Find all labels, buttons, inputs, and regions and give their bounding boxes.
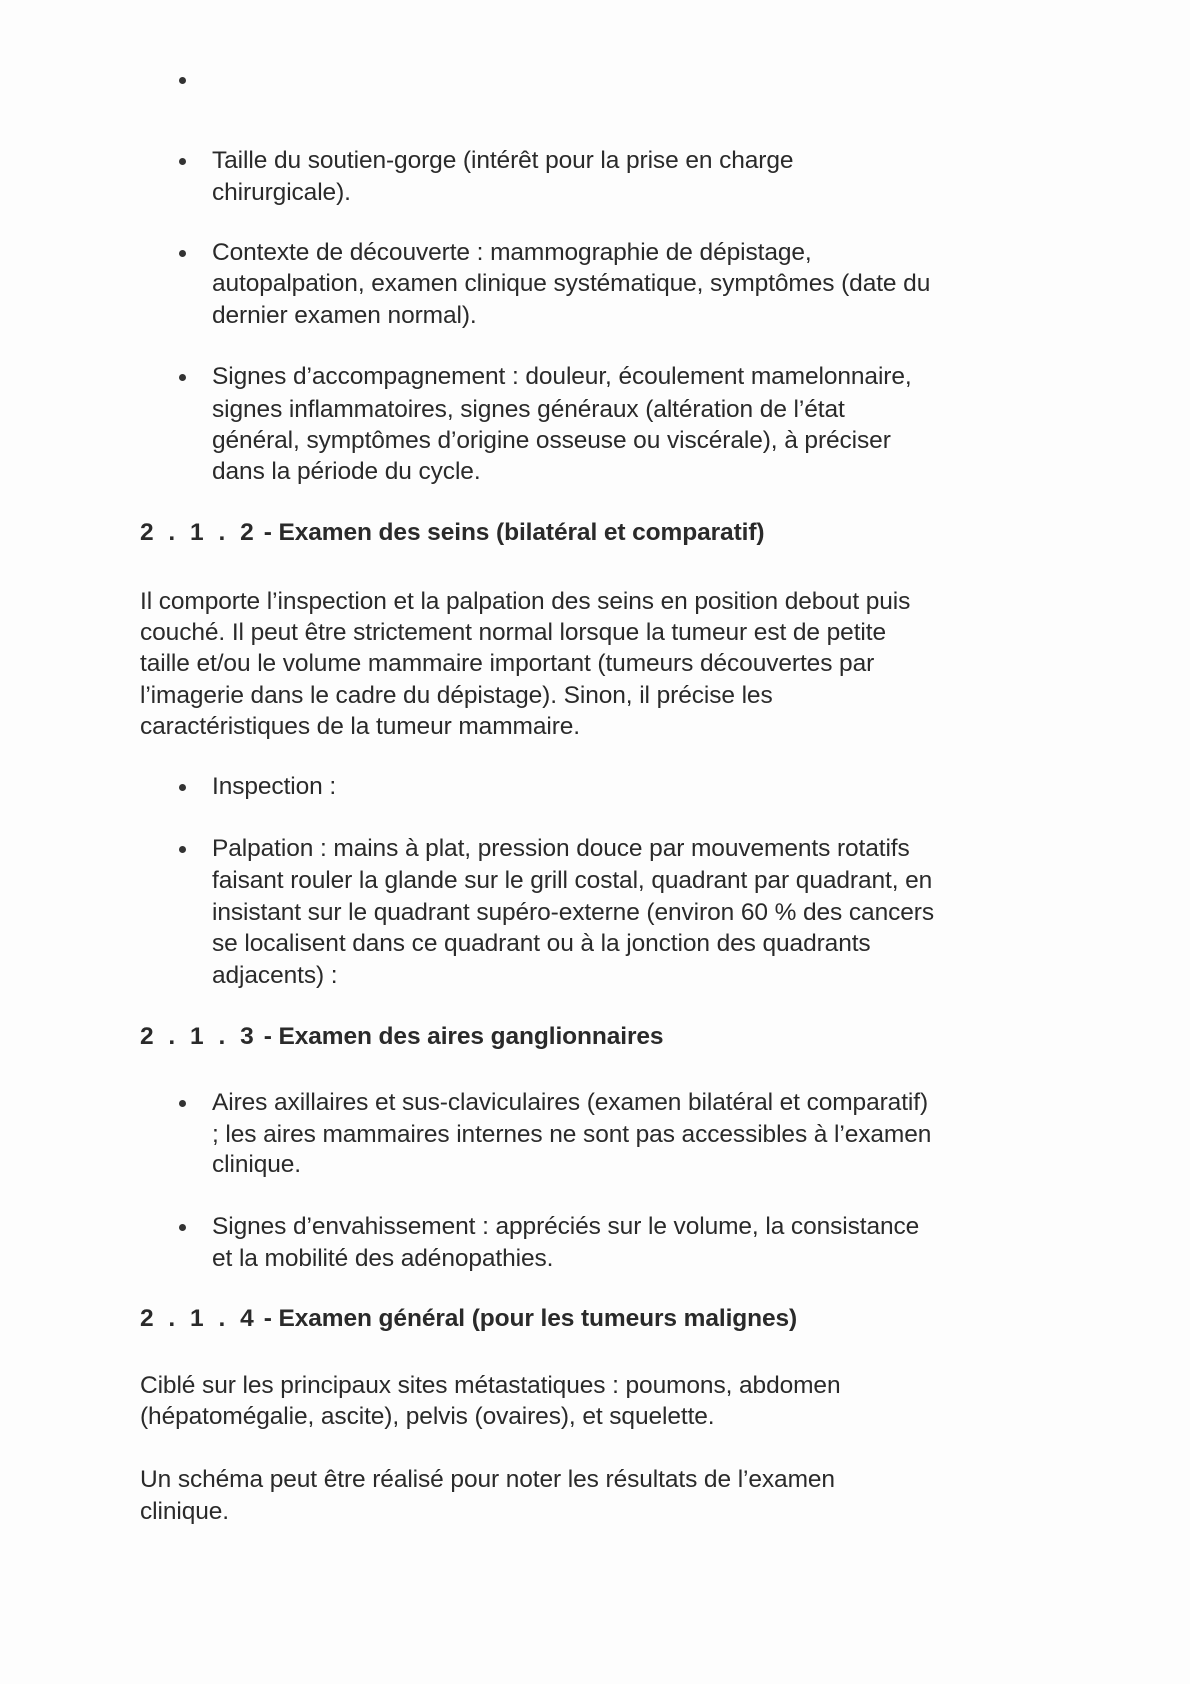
paragraph-line: Il comporte l’inspection et la palpation des seins en position debout puis — [140, 588, 911, 615]
bullet-icon — [179, 250, 186, 257]
bullet-icon — [179, 77, 186, 84]
section-heading — [140, 1023, 663, 1051]
list-item-line: se localisent dans ce quadrant ou à la jonction des quadrants — [212, 930, 871, 957]
section-heading — [140, 1305, 797, 1333]
list-item-line: chirurgicale). — [212, 179, 351, 206]
section-number: 2 . 1 . 3 — [140, 1023, 258, 1050]
list-item-line: ; les aires mammaires internes ne sont pas accessibles à l’examen — [212, 1121, 932, 1148]
bullet-icon — [179, 784, 186, 791]
list-item-line: autopalpation, examen clinique systématique, symptômes (date du — [212, 270, 931, 297]
paragraph-line: l’imagerie dans le cadre du dépistage). Sinon, il précise les — [140, 682, 773, 709]
section-title: - Examen des seins (bilatéral et comparatif) — [263, 519, 765, 546]
list-item-line: clinique. — [212, 1151, 301, 1178]
bullet-icon — [179, 1224, 186, 1231]
list-item-line: Signes d’accompagnement : douleur, écoulement mamelonnaire, — [212, 363, 912, 390]
paragraph-line: taille et/ou le volume mammaire important (tumeurs découvertes par — [140, 650, 875, 677]
paragraph-line: Ciblé sur les principaux sites métastatiques : poumons, abdomen — [140, 1372, 841, 1399]
bullet-icon — [179, 374, 186, 381]
list-item-line: Inspection : — [212, 773, 337, 800]
list-item-line: Palpation : mains à plat, pression douce par mouvements rotatifs — [212, 835, 910, 862]
bullet-icon — [179, 846, 186, 853]
list-item-line: Contexte de découverte : mammographie de dépistage, — [212, 239, 812, 266]
list-item-line: Aires axillaires et sus-claviculaires (examen bilatéral et comparatif) — [212, 1089, 929, 1116]
list-item-line: et la mobilité des adénopathies. — [212, 1245, 554, 1272]
list-item-line: faisant rouler la glande sur le grill costal, quadrant par quadrant, en — [212, 867, 933, 894]
paragraph-line: clinique. — [140, 1498, 229, 1525]
paragraph-line: Un schéma peut être réalisé pour noter les résultats de l’examen — [140, 1466, 835, 1493]
section-title: - Examen général (pour les tumeurs malignes) — [263, 1305, 798, 1332]
section-number: 2 . 1 . 4 — [140, 1305, 258, 1332]
section-heading — [140, 519, 764, 547]
list-item-line: dernier examen normal). — [212, 302, 477, 329]
paragraph-line: caractéristiques de la tumeur mammaire. — [140, 713, 580, 740]
list-item-line: Signes d’envahissement : appréciés sur le volume, la consistance — [212, 1213, 920, 1240]
bullet-icon — [179, 1100, 186, 1107]
list-item-line: Taille du soutien-gorge (intérêt pour la prise en charge — [212, 147, 794, 174]
list-item-line: adjacents) : — [212, 962, 338, 989]
list-item-line: insistant sur le quadrant supéro-externe (environ 60 % des cancers — [212, 899, 934, 926]
list-item-line: dans la période du cycle. — [212, 458, 481, 485]
section-title: - Examen des aires ganglionnaires — [263, 1023, 664, 1050]
section-number: 2 . 1 . 2 — [140, 519, 258, 546]
list-item-line: signes inflammatoires, signes généraux (altération de l’état — [212, 396, 845, 423]
bullet-icon — [179, 158, 186, 165]
paragraph-line: (hépatomégalie, ascite), pelvis (ovaires), et squelette. — [140, 1403, 715, 1430]
list-item-line: général, symptômes d’origine osseuse ou viscérale), à préciser — [212, 427, 891, 454]
paragraph-line: couché. Il peut être strictement normal lorsque la tumeur est de petite — [140, 619, 886, 646]
